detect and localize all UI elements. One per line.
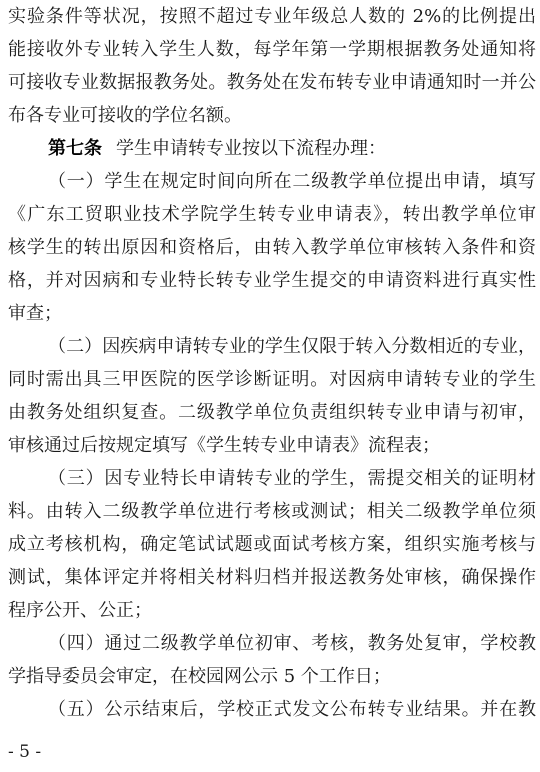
page-number: - 5 - (8, 742, 42, 762)
text-line: 实验条件等状况，按照不超过专业年级总人数的 2%的比例提出 (8, 6, 536, 27)
text-line: （四）通过二级教学单位初审、考核，教务处复审，学校教 (48, 633, 536, 654)
text-line: 程序公开、公正； (8, 600, 152, 621)
text-line: 料。由转入二级教学单位进行考核或测试；相关二级教学单位须 (8, 501, 536, 522)
text-line: （五）公示结束后，学校正式发文公布转专业结果。并在教 (48, 699, 536, 720)
article-label: 第七条 (48, 138, 102, 159)
text-line: 能接收外专业转入学生人数，每学年第一学期根据教务处通知将 (8, 39, 536, 60)
text-line: 审查； (8, 303, 62, 324)
text-line: （三）因专业特长申请转专业的学生，需提交相关的证明材 (48, 468, 536, 489)
article-heading (8, 132, 536, 165)
document-body (8, 0, 536, 726)
text-line: 由教务处组织复查。二级教学单位负责组织转专业申请与初审， (8, 402, 536, 423)
text-line: 核学生的转出原因和资格后，由转入教学单位审核转入条件和资 (8, 237, 536, 258)
text-line: 《广东工贸职业技术学院学生转专业申请表》，转出教学单位审 (8, 204, 536, 225)
text-line: 布各专业可接收的学位名额。 (8, 105, 242, 126)
text-line: 格，并对因病和专业特长转专业学生提交的申请资料进行真实性 (8, 270, 536, 291)
text-line: （二）因疾病申请转专业的学生仅限于转入分数相近的专业， (48, 336, 536, 357)
text-line: 测试，集体评定并将相关材料归档并报送教务处审核，确保操作 (8, 567, 536, 588)
article-heading-text: 学生申请转专业按以下流程办理： (116, 138, 386, 159)
text-line: （一）学生在规定时间向所在二级教学单位提出申请，填写 (48, 171, 536, 192)
text-line: 学指导委员会审定，在校园网公示 5 个工作日； (8, 666, 391, 687)
text-line: 可接收专业数据报教务处。教务处在发布转专业申请通知时一并公 (8, 72, 536, 93)
text-line: 成立考核机构，确定笔试试题或面试考核方案，组织实施考核与 (8, 534, 536, 555)
text-line: 审核通过后按规定填写《学生转专业申请表》流程表； (8, 435, 440, 456)
text-line: 同时需出具三甲医院的医学诊断证明。对因病申请转专业的学生 (8, 369, 536, 390)
